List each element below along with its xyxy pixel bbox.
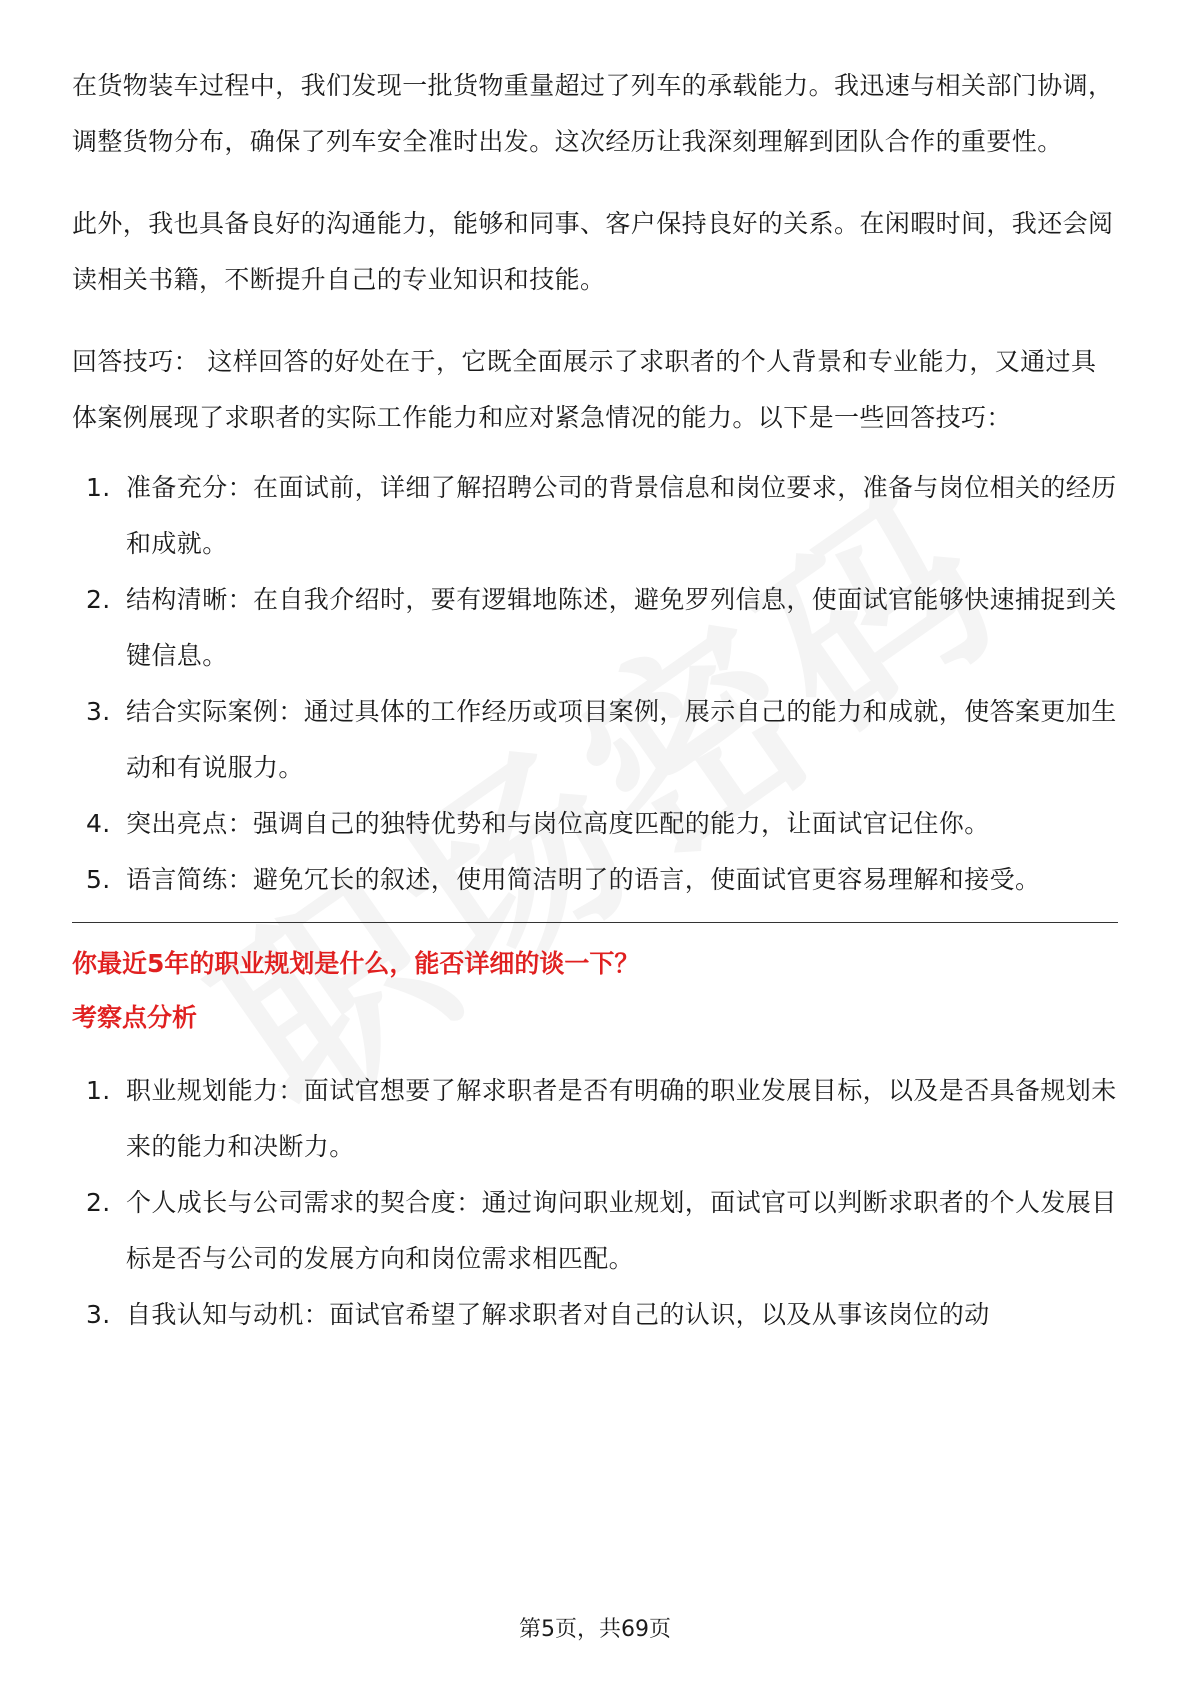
analysis-list [72, 1063, 1118, 1343]
list-item-number: 2. [86, 1188, 111, 1217]
page-footer: 第5页，共69页 [519, 1617, 671, 1642]
analysis-heading: 考察点分析 [72, 1003, 198, 1032]
interview-question: 你最近5年的职业规划是什么，能否详细的谈一下？ [72, 949, 640, 978]
list-item-text: 突出亮点：强调自己的独特优势和与岗位高度匹配的能力，让面试官记住你。 [126, 809, 990, 838]
list-item-number: 4. [86, 809, 111, 838]
paragraph-communication: 此外，我也具备良好的沟通能力，能够和同事、客户保持良好的关系。在闲暇时间，我还会阅读相关书籍，不断提升自己的专业知识和技能。 [72, 209, 1114, 294]
list-item-number: 3. [86, 697, 111, 726]
section-divider [72, 922, 1118, 923]
list-item [72, 684, 1118, 796]
list-item-text: 语言简练：避免冗长的叙述，使用简洁明了的语言，使面试官更容易理解和接受。 [126, 865, 1041, 894]
list-item-number: 5. [86, 865, 111, 894]
list-item-text: 结构清晰：在自我介绍时，要有逻辑地陈述，避免罗列信息，使面试官能够快速捕捉到关键信息。 [126, 585, 1117, 670]
list-item-number: 3. [86, 1300, 111, 1329]
list-item [72, 572, 1118, 684]
list-item [72, 796, 1118, 852]
list-item [72, 1063, 1118, 1175]
paragraph-answer-tips-intro: 回答技巧： 这样回答的好处在于，它既全面展示了求职者的个人背景和专业能力，又通过具体案例展现了求职者的实际工作能力和应对紧急情况的能力。以下是一些回答技巧： [72, 347, 1097, 432]
list-item-number: 2. [86, 585, 111, 614]
list-item-text: 结合实际案例：通过具体的工作经历或项目案例，展示自己的能力和成就，使答案更加生动和有说服力。 [126, 697, 1117, 782]
list-item-text: 自我认知与动机：面试官希望了解求职者对自己的认识，以及从事该岗位的动 [126, 1300, 990, 1329]
list-item [72, 460, 1118, 572]
page-content [72, 58, 1118, 1343]
list-item [72, 852, 1118, 908]
list-item [72, 1287, 1118, 1343]
paragraph-cargo-story: 在货物装车过程中，我们发现一批货物重量超过了列车的承载能力。我迅速与相关部门协调，调整货物分布，确保了列车安全准时出发。这次经历让我深刻理解到团队合作的重要性。 [72, 71, 1114, 156]
list-item-number: 1. [86, 473, 111, 502]
list-item-text: 个人成长与公司需求的契合度：通过询问职业规划，面试官可以判断求职者的个人发展目标是否与公司的发展方向和岗位需求相匹配。 [126, 1188, 1117, 1273]
answer-tips-list [72, 460, 1118, 908]
list-item-number: 1. [86, 1076, 111, 1105]
list-item-text: 准备充分：在面试前，详细了解招聘公司的背景信息和岗位要求，准备与岗位相关的经历和成就。 [126, 473, 1117, 558]
list-item [72, 1175, 1118, 1287]
list-item-text: 职业规划能力：面试官想要了解求职者是否有明确的职业发展目标，以及是否具备规划未来的能力和决断力。 [126, 1076, 1117, 1161]
